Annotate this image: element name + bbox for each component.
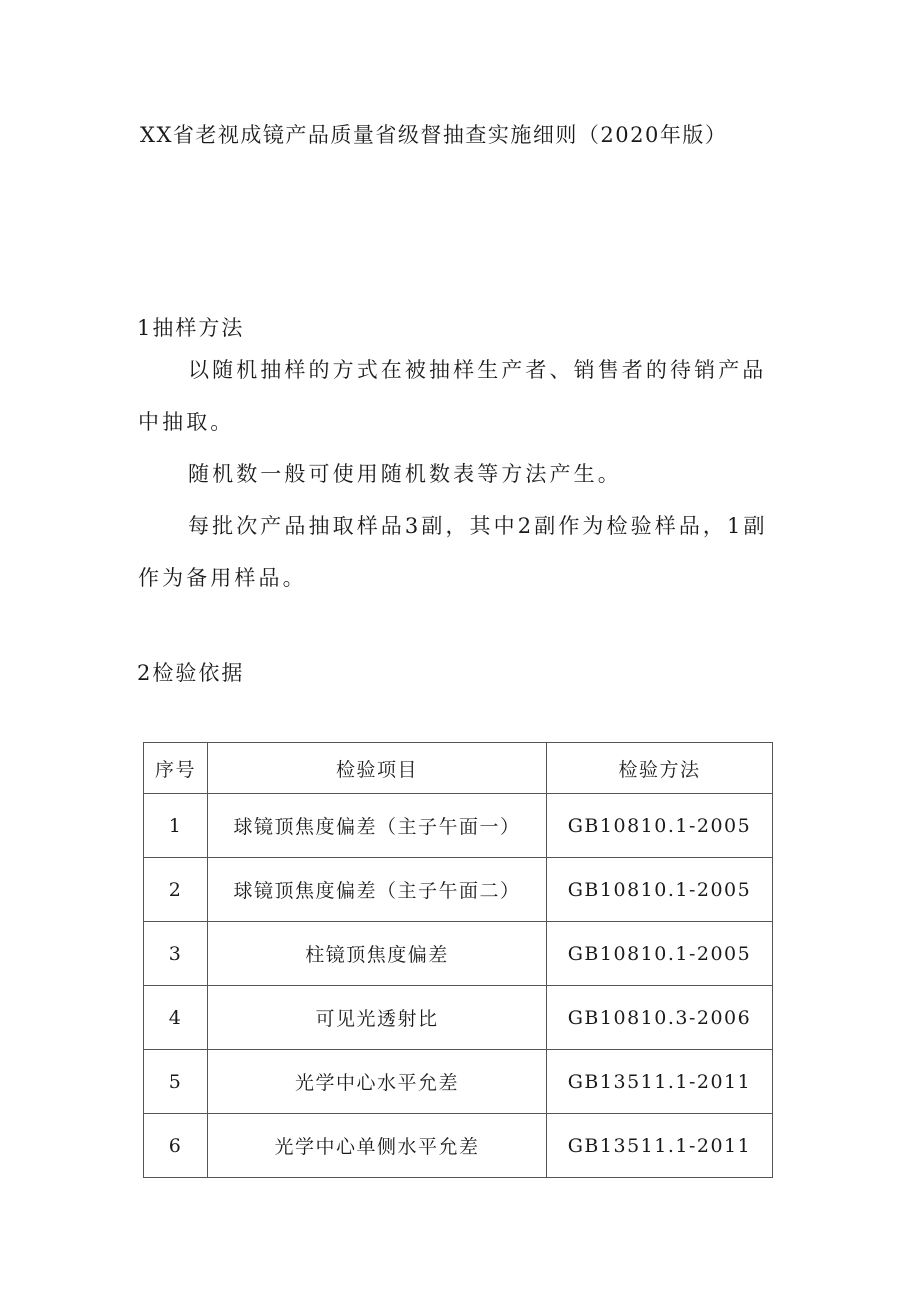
table-row [144,986,773,1050]
cell-inspection-item: 光学中心水平允差 [208,1050,547,1114]
inspection-table [143,742,773,1178]
cell-serial-number: 5 [144,1050,208,1114]
cell-inspection-method: GB13511.1-2011 [547,1050,773,1114]
table-row [144,1114,773,1178]
cell-serial-number: 2 [144,858,208,922]
cell-inspection-method: GB10810.1-2005 [547,858,773,922]
document-title: XX省老视成镜产品质量省级督抽查实施细则（2020年版） [140,123,728,147]
paragraph-random-number: 随机数一般可使用随机数表等方法产生。 [188,462,622,486]
header-inspection-item: 检验项目 [208,743,547,794]
paragraph-sample-quantity: 每批次产品抽取样品3副，其中2副作为检验样品，1副作为备用样品。 [138,514,768,590]
cell-inspection-item: 光学中心单侧水平允差 [208,1114,547,1178]
cell-inspection-item: 球镜顶焦度偏差（主子午面二） [208,858,547,922]
cell-serial-number: 1 [144,794,208,858]
cell-inspection-item: 柱镜顶焦度偏差 [208,922,547,986]
table-row [144,794,773,858]
table-row [144,1050,773,1114]
cell-serial-number: 4 [144,986,208,1050]
cell-serial-number: 6 [144,1114,208,1178]
cell-inspection-method: GB10810.3-2006 [547,986,773,1050]
cell-inspection-method: GB10810.1-2005 [547,922,773,986]
header-serial-number: 序号 [144,743,208,794]
table-row [144,922,773,986]
section-heading-inspection-basis: 2检验依据 [137,661,245,685]
section-heading-sampling: 1抽样方法 [137,316,245,340]
table-header-row [144,743,773,794]
cell-inspection-item: 可见光透射比 [208,986,547,1050]
cell-inspection-method: GB10810.1-2005 [547,794,773,858]
table-row [144,858,773,922]
cell-serial-number: 3 [144,922,208,986]
cell-inspection-method: GB13511.1-2011 [547,1114,773,1178]
header-inspection-method: 检验方法 [547,743,773,794]
paragraph-sampling-method: 以随机抽样的方式在被抽样生产者、销售者的待销产品中抽取。 [138,358,767,434]
cell-inspection-item: 球镜顶焦度偏差（主子午面一） [208,794,547,858]
